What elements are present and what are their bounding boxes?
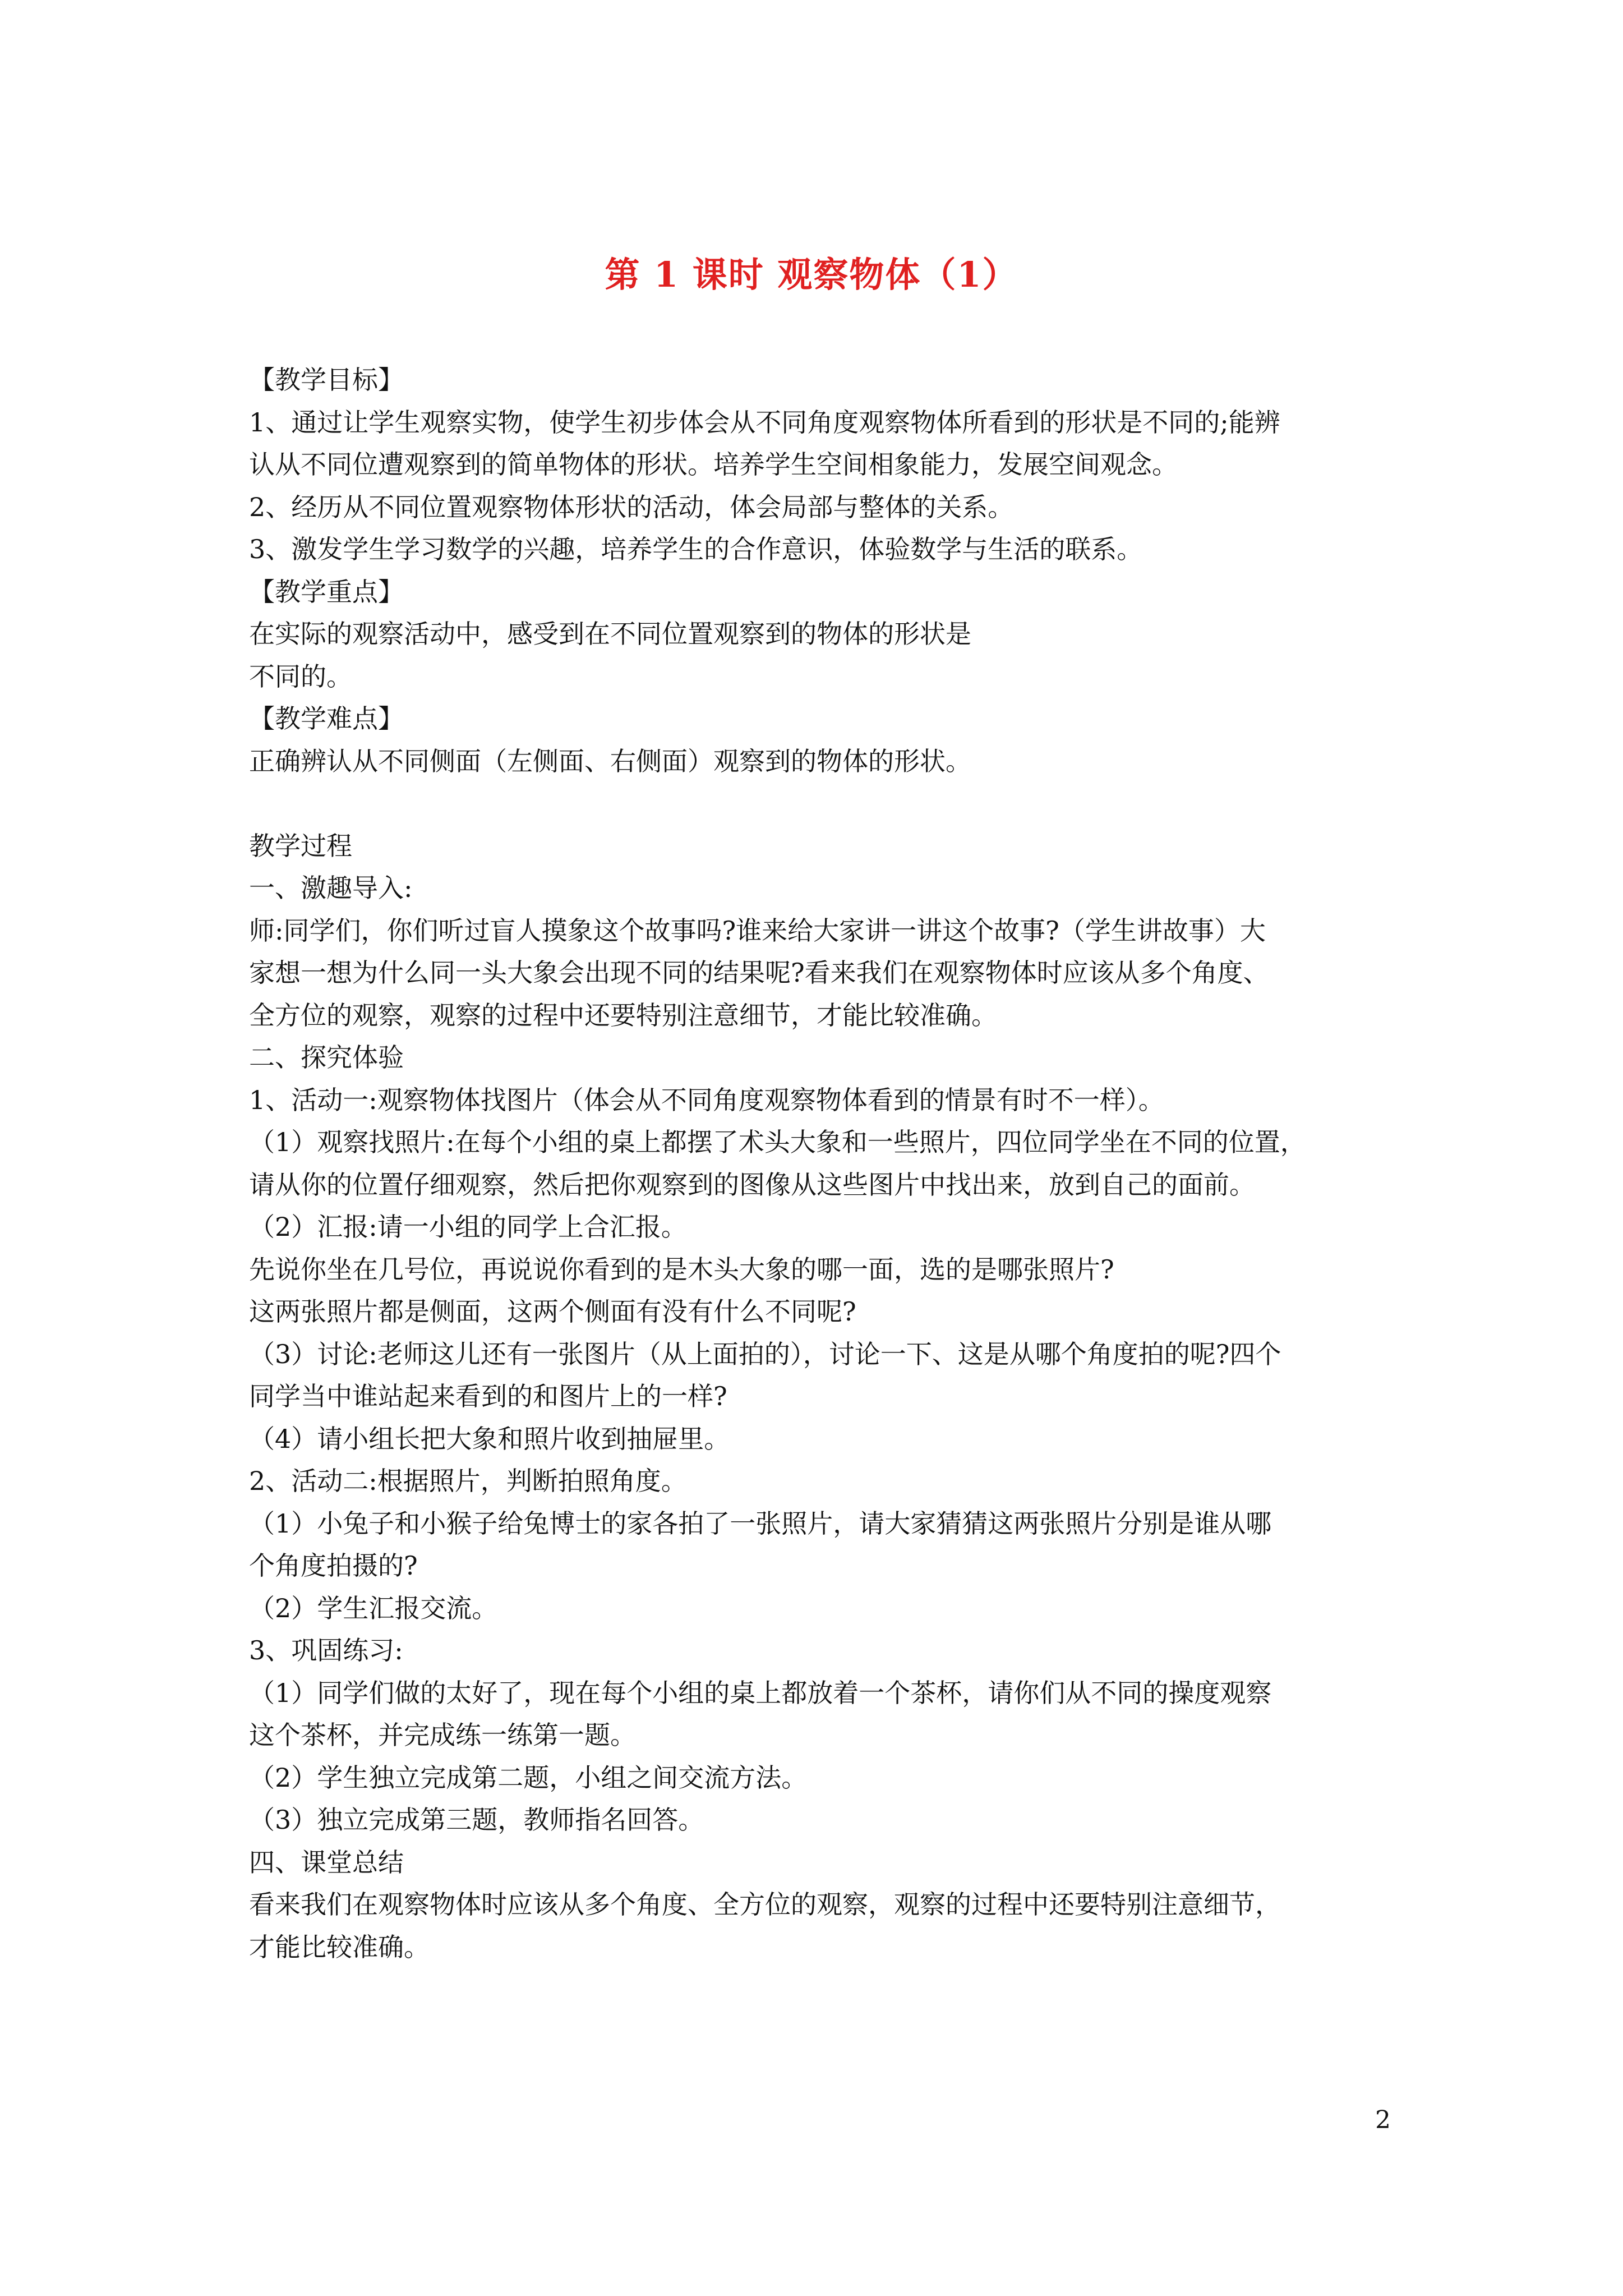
practice-step-3: （3）独立完成第三题，教师指名回答。 <box>249 1805 704 1835</box>
blank-line <box>249 783 1393 825</box>
section-4-heading: 四、课堂总结 <box>249 1847 404 1878</box>
objective-2: 2、经历从不同位置观察物体形状的活动，体会局部与整体的关系。 <box>249 491 1014 522</box>
activity-1-step-1-line-1: （1）观察找照片:在每个小组的桌上都摆了术头大象和一些照片，四位同学坐在不同的位置， <box>249 1127 1306 1157</box>
objective-1-line-1: 1、通过让学生观察实物，使学生初步体会从不同角度观察物体所看到的形状是不同的;能辨 <box>249 407 1280 438</box>
heading-process: 教学过程 <box>249 830 352 861</box>
section-1-heading: 一、激趣导入: <box>249 873 413 903</box>
activity-1-step-3-line-2: 同学当中谁站起来看到的和图片上的一样? <box>249 1381 727 1411</box>
page-number: 2 <box>1375 2106 1391 2134</box>
activity-1-question-2: 这两张照片都是侧面，这两个侧面有没有什么不同呢? <box>249 1296 856 1327</box>
activity-2-step-1-line-1: （1）小兔子和小猴子给兔博士的家各拍了一张照片，请大家猜猜这两张照片分别是谁从哪 <box>249 1508 1272 1539</box>
intro-line-2: 家想一想为什么同一头大象会出现不同的结果呢?看来我们在观察物体时应该从多个角度、 <box>249 958 1269 988</box>
activity-1-step-2: （2）汇报:请一小组的同学上合汇报。 <box>249 1212 687 1242</box>
intro-line-1: 师:同学们，你们听过盲人摸象这个故事吗?谁来给大家讲一讲这个故事?（学生讲故事）大 <box>249 915 1266 946</box>
practice-step-1-line-1: （1）同学们做的太好了，现在每个小组的桌上都放着一个茶杯，请你们从不同的操度观察 <box>249 1677 1272 1708</box>
difficulty-text: 正确辨认从不同侧面（左侧面、右侧面）观察到的物体的形状。 <box>249 746 971 776</box>
activity-1-heading: 1、活动一:观察物体找图片（体会从不同角度观察物体看到的情景有时不一样）。 <box>249 1084 1164 1115</box>
practice-step-1-line-2: 这个茶杯，并完成练一练第一题。 <box>249 1720 636 1750</box>
heading-difficulties: 【教学难点】 <box>249 703 404 734</box>
lesson-title: 第 1 课时 观察物体（1） <box>605 254 1018 295</box>
activity-1-step-1-line-2: 请从你的位置仔细观察，然后把你观察到的图像从这些图片中找出来，放到自己的面前。 <box>249 1169 1255 1200</box>
summary-line-2: 才能比较准确。 <box>249 1931 430 1962</box>
key-point-line-1: 在实际的观察活动中，感受到在不同位置观察到的物体的形状是 <box>249 619 971 649</box>
activity-1-step-4: （4）请小组长把大象和照片收到抽屉里。 <box>249 1423 730 1454</box>
practice-step-2: （2）学生独立完成第二题，小组之间交流方法。 <box>249 1762 808 1793</box>
objective-3: 3、激发学生学习数学的兴趣，培养学生的合作意识，体验数学与生活的联系。 <box>249 534 1143 564</box>
activity-2-heading: 2、活动二:根据照片，判断拍照角度。 <box>249 1466 687 1496</box>
objective-1-line-2: 认从不同位遭观察到的简单物体的形状。培养学生空间相象能力，发展空间观念。 <box>249 449 1178 480</box>
activity-2-step-1-line-2: 个角度拍摄的? <box>249 1550 418 1581</box>
activity-1-step-3-line-1: （3）讨论:老师这儿还有一张图片（从上面拍的），讨论一下、这是从哪个角度拍的呢?四个 <box>249 1338 1281 1369</box>
practice-heading: 3、巩固练习: <box>249 1635 403 1665</box>
heading-key-points: 【教学重点】 <box>249 576 404 607</box>
summary-line-1: 看来我们在观察物体时应该从多个角度、全方位的观察，观察的过程中还要特别注意细节， <box>249 1889 1281 1920</box>
activity-2-step-2: （2）学生汇报交流。 <box>249 1593 498 1623</box>
lesson-body <box>249 359 1393 1968</box>
activity-1-question-1: 先说你坐在几号位，再说说你看到的是木头大象的哪一面，选的是哪张照片? <box>249 1254 1114 1285</box>
section-2-heading: 二、探究体验 <box>249 1042 404 1073</box>
key-point-line-2: 不同的。 <box>249 661 352 692</box>
intro-line-3: 全方位的观察，观察的过程中还要特别注意细节，才能比较准确。 <box>249 1000 997 1030</box>
heading-objectives: 【教学目标】 <box>249 365 404 395</box>
